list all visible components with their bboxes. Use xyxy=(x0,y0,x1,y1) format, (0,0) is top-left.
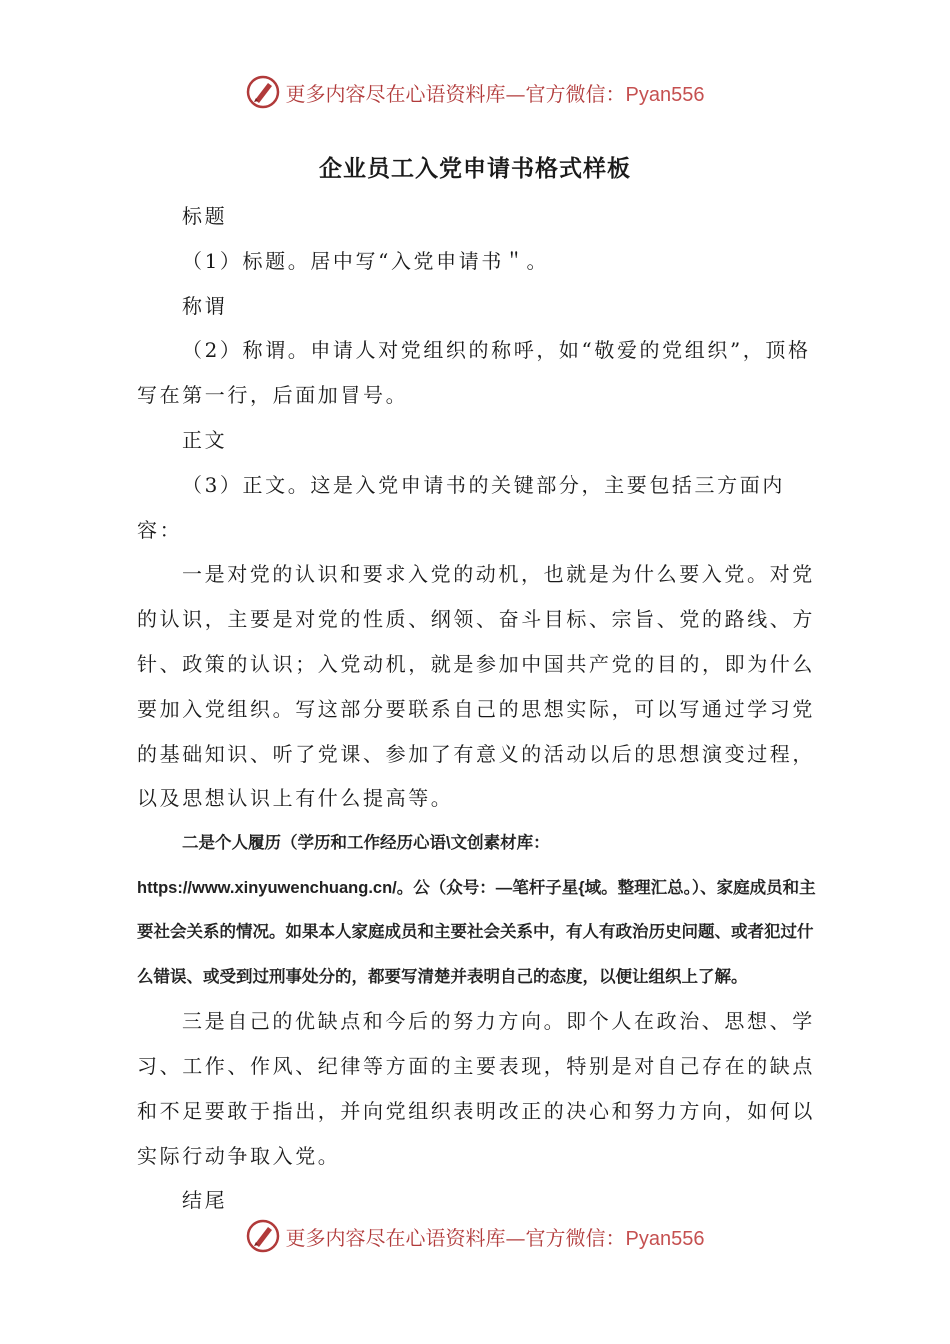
wechat-id: Pyan556 xyxy=(625,83,705,106)
pen-logo-icon xyxy=(246,75,280,109)
heading-closing-section: 结尾 xyxy=(182,1188,228,1213)
banner-text: 更多内容尽在心语资料库—官方微信：Pyan556 xyxy=(285,81,705,106)
pen-logo-icon xyxy=(246,1219,280,1253)
paragraph-point-one: 一是对党的认识和要求入党的动机，也就是为什么要入党。对党的认识，主要是对党的性质、纲领、奋斗目标、宗旨、党的路线、方针、政策的认识；入党动机，就是参加中国共产党的目的，即为什么要加入党组织。写这部分要联系自己的思想实际，可以写通过学习党的基础知识、听了党课、参加了有意义的活动以后的思想演变过程，以及思想认识上有什么提高等。 xyxy=(137,562,815,811)
heading-salutation-section: 称谓 xyxy=(182,293,228,318)
document-body xyxy=(137,194,817,1223)
footer-banner xyxy=(0,1214,950,1258)
heading-title-section: 标题 xyxy=(182,204,228,228)
document-title: 企业员工入党申请书格式样板 xyxy=(319,155,631,182)
banner-text: 更多内容尽在心语资料库—官方微信：Pyan556 xyxy=(285,1225,705,1250)
header-banner xyxy=(0,70,950,114)
heading-body-section: 正文 xyxy=(182,427,228,452)
paragraph-title-rule: （1）标题。居中写“入党申请书＂。 xyxy=(182,248,550,273)
paragraph-point-two: 二是个人履历（学历和工作经历心语\文创素材库：https://www.xinyuwenchuang.cn/。公（众号：—笔杆子星{域。整理汇总。）、家庭成员和主要社会关系的情况。如果本人家庭成员和主要社会关系中，有人有政治历史问题、或者犯过什么错误、或受到过刑事处分的，都要写清楚并表明自己的态度，以便让组织上了解。 xyxy=(137,834,816,986)
paragraph-body-rule: （3）正文。这是入党申请书的关键部分，主要包括三方面内容： xyxy=(137,472,785,542)
wechat-id: Pyan556 xyxy=(625,1227,705,1250)
paragraph-point-three: 三是自己的优缺点和今后的努力方向。即个人在政治、思想、学习、工作、作风、纪律等方面的主要表现，特别是对自己存在的缺点和不足要敢于指出，并向党组织表明改正的决心和努力方向，如何以实际行动争取入党。 xyxy=(137,1009,815,1168)
paragraph-salutation-rule: （2）称谓。申请人对党组织的称呼，如“敬爱的党组织”，顶格写在第一行，后面加冒号。 xyxy=(137,338,811,408)
